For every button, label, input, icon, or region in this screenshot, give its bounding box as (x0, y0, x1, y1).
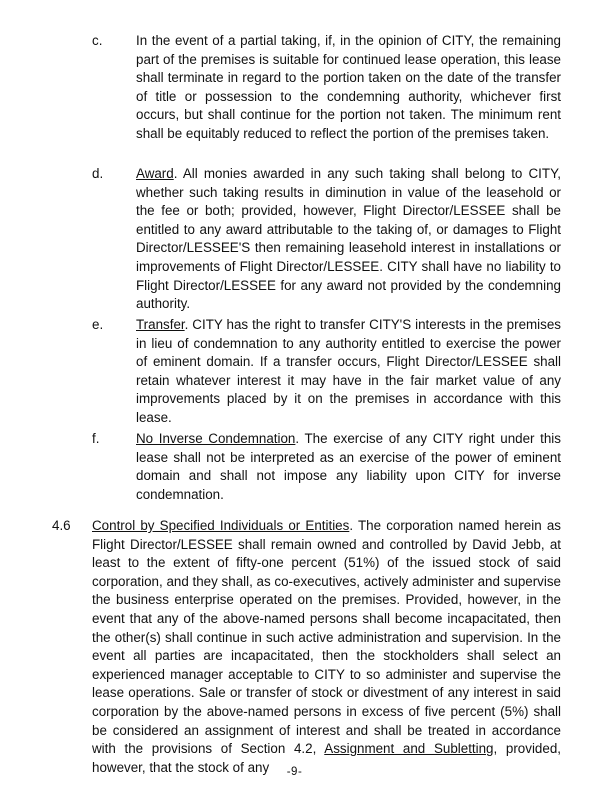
section-reference: Assignment and Subletting (324, 741, 494, 757)
section-tail: , provided, however, that the stock of any (92, 741, 561, 775)
paragraph-body: . The exercise of any CITY right under this lease shall not be interpreted as an exercise of the power of eminent domain and shall not impose any liability upon CITY for inverse condemnation. (136, 431, 561, 502)
paragraph-heading: No Inverse Condemnation (136, 431, 296, 446)
paragraph-marker: e. (92, 317, 104, 332)
paragraph-heading: Transfer (136, 317, 185, 332)
paragraph-heading: Award (136, 166, 174, 181)
paragraph-text (136, 430, 561, 504)
section-marker: 4.6 (52, 518, 71, 533)
page-number: -9- (286, 766, 303, 778)
paragraph-marker: d. (92, 166, 104, 181)
paragraph-body: . CITY has the right to transfer CITY'S interests in the premises in lieu of condemnation to any authority entitled to exercise the power of eminent domain. If a transfer occurs, Flight Director/LESSEE shall retain whatever interest it may have in the fair market value of any improvements placed by it on the premises in accordance with this lease. (136, 317, 561, 425)
paragraph-text (136, 165, 561, 314)
section-text (92, 517, 561, 777)
paragraph-body: In the event of a partial taking, if, in the opinion of CITY, the remaining part of the premises is suitable for continued lease operation, this lease shall terminate in regard to the portion taken on the date of the transfer of title or possession to the condemning authority, whichever first occurs, but shall continue for the portion not taken. The minimum rent shall be equitably reduced to reflect the portion of the premises taken. (136, 33, 561, 141)
section-heading: Control by Specified Individuals or Entities (92, 518, 350, 533)
paragraph-marker: f. (92, 431, 100, 446)
paragraph-marker: c. (92, 33, 103, 48)
section-body: . The corporation named herein as Flight Director/LESSEE shall remain owned and controlled by David Jebb, at least to the extent of fifty-one percent (51%) of the issued stock of said corporation, and they shall, as co-executives, actively administer and supervise the business enterprise operated on the premises. Provided, however, in the event that any of the above-named persons shall become incapacitated, then the other(s) shall continue in such active administration and supervision. In the event all parties are incapacitated, then the stockholders shall select an experienced manager acceptable to CITY to so administer and supervise the lease operations. Sale or transfer of stock or divestment of any interest in said corporation by the above-named persons in excess of five percent (5%) shall be considered an assignment of interest and shall be treated in accordance with the provisions of Section 4.2, (92, 518, 561, 757)
paragraph-body: . All monies awarded in any such taking shall belong to CITY, whether such taking results in diminution in value of the leasehold or the fee or both; provided, however, Flight Director/LESSEE shall be entitled to any award attributable to the taking of, or damages to Flight Director/LESSEE'S then remaining leasehold interest in installations or improvements of Flight Director/LESSEE. CITY shall have no liability to Flight Director/LESSEE for any award not provided by the condemning authority. (136, 166, 561, 312)
paragraph-text (136, 32, 561, 144)
paragraph-text (136, 316, 561, 428)
